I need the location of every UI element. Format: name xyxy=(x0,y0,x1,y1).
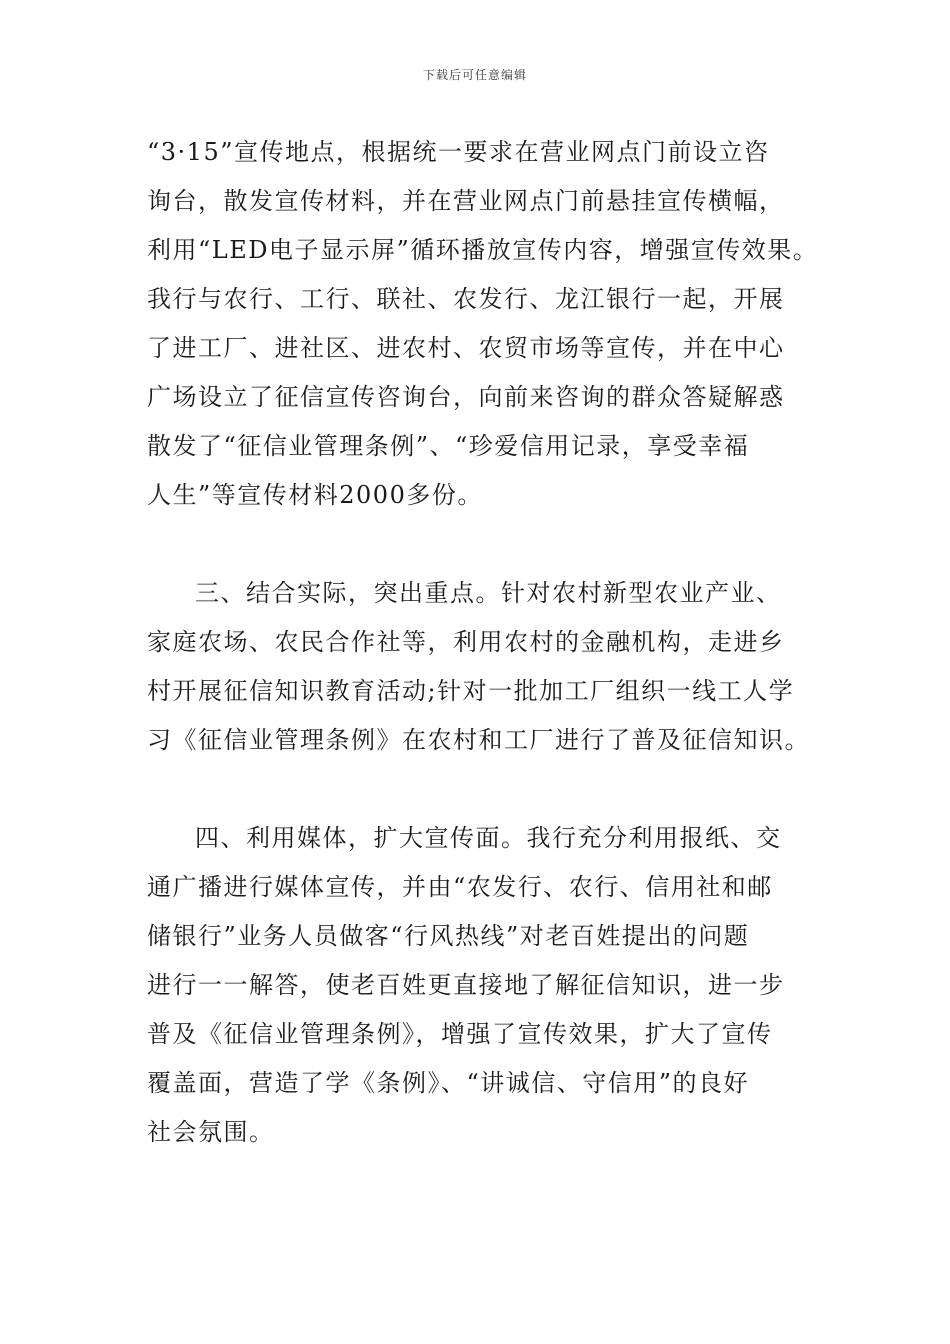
text-line: 覆盖面，营造了学《条例》、“讲诚信、守信用”的良好 xyxy=(147,1069,750,1097)
paragraph-1 xyxy=(147,128,827,520)
text-line: 我行与农行、工行、联社、农发行、龙江银行一起，开展 xyxy=(147,285,785,313)
text-line: 了进工厂、进社区、进农村、农贸市场等宣传，并在中心 xyxy=(147,334,785,362)
document-body xyxy=(147,128,827,1157)
text-line: 人生”等宣传材料2000多份。 xyxy=(147,481,483,509)
text-line: 村开展征信知识教育活动;针对一批加工厂组织一线工人学 xyxy=(147,677,795,705)
text-line: 社会氛围。 xyxy=(147,1118,275,1146)
text-line: 进行一一解答，使老百姓更直接地了解征信知识，进一步 xyxy=(147,971,785,999)
text-line: 询台，散发宣传材料，并在营业网点门前悬挂宣传横幅， xyxy=(147,187,785,215)
text-line: 家庭农场、农民合作社等，利用农村的金融机构，走进乡 xyxy=(147,628,785,656)
text-line: 利用“LED电子显示屏”循环播放宣传内容，增强宣传效果。 xyxy=(147,236,819,264)
paragraph-gap xyxy=(147,520,827,569)
text-line: 散发了“征信业管理条例”、“珍爱信用记录，享受幸福 xyxy=(147,432,750,460)
text-line: 习《征信业管理条例》在农村和工厂进行了普及征信知识。 xyxy=(147,726,810,754)
text-line: 普及《征信业管理条例》，增强了宣传效果，扩大了宣传 xyxy=(147,1020,773,1048)
text-line: “3·15”宣传地点，根据统一要求在营业网点门前设立咨 xyxy=(147,138,770,166)
header-note: 下载后可任意编辑 xyxy=(422,68,527,82)
paragraph-3 xyxy=(147,814,827,1157)
paragraph-2 xyxy=(147,569,827,765)
text-line: 广场设立了征信宣传咨询台，向前来咨询的群众答疑解惑 xyxy=(147,383,785,411)
text-line: 储银行”业务人员做客“行风热线”对老百姓提出的问题 xyxy=(147,922,750,950)
text-line: 三、结合实际，突出重点。针对农村新型农业产业、 xyxy=(195,579,782,607)
paragraph-gap xyxy=(147,765,827,814)
text-line: 四、利用媒体，扩大宣传面。我行充分利用报纸、交 xyxy=(195,824,782,852)
text-line: 通广播进行媒体宣传，并由“农发行、农行、信用社和邮 xyxy=(147,873,773,901)
